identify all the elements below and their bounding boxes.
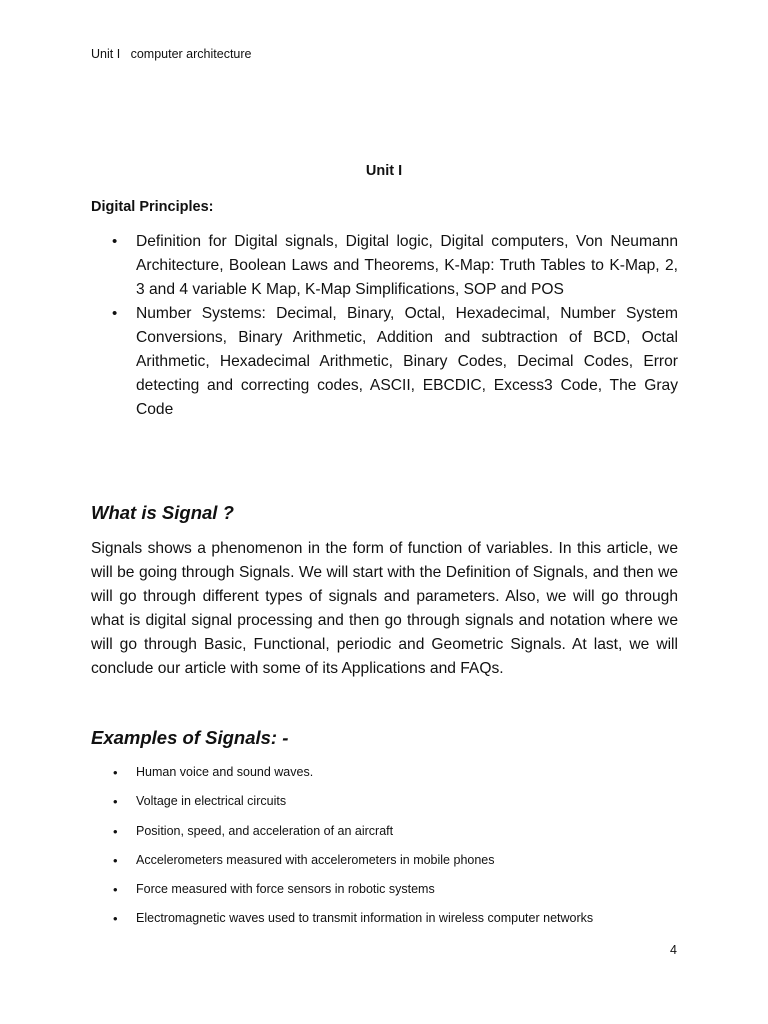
- example-item: [91, 908, 691, 937]
- example-text: Force measured with force sensors in robotic systems: [136, 882, 435, 897]
- bullet-icon: •: [112, 305, 118, 322]
- bullet-icon: •: [113, 794, 118, 810]
- example-text: Human voice and sound waves.: [136, 765, 314, 779]
- example-item: [91, 762, 691, 791]
- bullet-icon: •: [113, 765, 118, 780]
- example-item: [91, 879, 691, 908]
- topic-item: [91, 302, 678, 422]
- running-header: Unit I computer architecture: [91, 47, 252, 61]
- section-heading-digital-principles: Digital Principles:: [91, 199, 214, 215]
- topic-text: Definition for Digital signals, Digital logic, Digital computers, Von Neumann Architecture, Boolean Laws and Theorems, K-Map: Truth Tables to K-Map, 2, 3 and 4 variable K Map, K-Map Simplifications, SOP and POS: [136, 233, 678, 298]
- example-text: Voltage in electrical circuits: [136, 794, 287, 809]
- heading-examples-of-signals: Examples of Signals: -: [91, 727, 289, 748]
- bullet-icon: •: [112, 233, 118, 250]
- heading-what-is-signal: What is Signal ?: [91, 502, 234, 523]
- page-number: 4: [670, 943, 677, 957]
- examples-list: [91, 762, 691, 938]
- topic-item: [91, 230, 678, 302]
- bullet-icon: •: [113, 882, 118, 898]
- topic-text: Number Systems: Decimal, Binary, Octal, Hexadecimal, Number System Conversions, Binary Arithmetic, Addition and subtraction of BCD, Octal Arithmetic, Hexadecimal Arithmetic, Binary Codes, Decimal Codes, Error detecting and correcting codes, ASCII, EBCDIC, Excess3 Code, The Gray Code: [136, 305, 678, 418]
- topics-list: [91, 230, 678, 422]
- bullet-icon: •: [113, 823, 118, 839]
- bullet-icon: •: [113, 852, 118, 868]
- example-text: Position, speed, and acceleration of an aircraft: [136, 823, 394, 838]
- example-text: Electromagnetic waves used to transmit information in wireless computer networks: [136, 911, 594, 926]
- example-item: [91, 850, 691, 879]
- example-item: [91, 791, 691, 820]
- example-item: [91, 821, 691, 850]
- unit-title: Unit I: [365, 163, 403, 179]
- example-text: Accelerometers measured with accelerometers in mobile phones: [136, 852, 495, 867]
- bullet-icon: •: [113, 911, 118, 927]
- signal-paragraph: Signals shows a phenomenon in the form of function of variables. In this article, we will be going through Signals. We will start with the Definition of Signals, and then we will go through different types of signals and parameters. Also, we will go through what is digital signal processing and then go through signals and notation where we will go through Basic, Functional, periodic and Geometric Signals. At last, we will conclude our article with some of its Applications and FAQs.: [91, 540, 678, 677]
